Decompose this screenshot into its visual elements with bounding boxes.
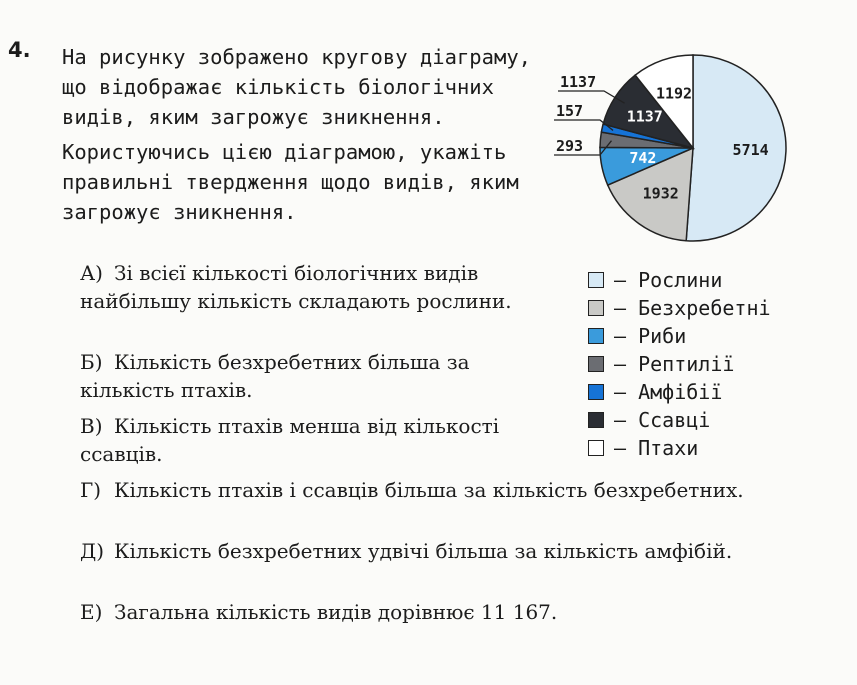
legend-swatch	[588, 272, 604, 288]
option-d-label: Д)	[80, 539, 105, 563]
intro-paragraph-1: На рисунку зображено кругову діаграму, що відображає кількість біологічних видів, яким загрожує зникнення.	[62, 45, 531, 129]
option-b[interactable]	[80, 348, 530, 404]
pie-chart	[540, 52, 810, 252]
legend-swatch	[588, 356, 604, 372]
option-v[interactable]	[80, 412, 530, 468]
legend-item	[588, 350, 771, 378]
legend-label: — Риби	[614, 324, 687, 348]
legend-item	[588, 294, 771, 322]
slice-label: 1137	[626, 107, 663, 126]
legend-label: — Рослини	[614, 268, 723, 292]
option-b-text: Кількість безхребетних більша за кількість птахів.	[80, 350, 470, 402]
legend-item	[588, 322, 771, 350]
legend-item	[588, 266, 771, 294]
legend-swatch	[588, 328, 604, 344]
legend-label: — Амфібії	[614, 380, 723, 404]
slice-label: 157	[556, 102, 584, 120]
option-a[interactable]	[80, 259, 530, 315]
option-e-label: Е)	[80, 600, 103, 624]
option-v-text: Кількість птахів менша від кількості ссавців.	[80, 414, 500, 466]
legend-label: — Ссавці	[614, 408, 711, 432]
option-e[interactable]	[80, 598, 810, 626]
slice-label: 742	[629, 149, 657, 168]
legend-item	[588, 434, 771, 462]
task-number: 4.	[8, 38, 31, 62]
legend-swatch	[588, 384, 604, 400]
legend-swatch	[588, 300, 604, 316]
option-a-text: Зі всієї кількості біологічних видів найбільшу кількість складають рослини.	[80, 261, 512, 313]
intro-paragraph-2: Користуючись цією діаграмою, укажіть правильні твердження щодо видів, яким загрожує зникнення.	[62, 140, 519, 224]
option-e-text: Загальна кількість видів дорівнює 11 167.	[114, 600, 558, 624]
option-v-label: В)	[80, 414, 103, 438]
option-g-label: Г)	[80, 478, 102, 502]
legend-label: — Птахи	[614, 436, 699, 460]
legend-item	[588, 378, 771, 406]
legend-item	[588, 406, 771, 434]
option-g-text: Кількість птахів і ссавців більша за кількість безхребетних.	[114, 478, 744, 502]
slice-label: 1932	[642, 184, 679, 203]
slice-label: 1192	[655, 84, 693, 103]
chart-legend	[588, 266, 771, 462]
slice-label: 293	[556, 137, 584, 155]
legend-label: — Безхребетні	[614, 296, 771, 320]
legend-label: — Рептилії	[614, 352, 735, 376]
task-intro	[62, 42, 532, 227]
option-a-label: А)	[80, 261, 103, 285]
option-b-label: Б)	[80, 350, 103, 374]
option-d-text: Кількість безхребетних удвічі більша за кількість амфібій.	[114, 539, 733, 563]
slice-label: 1137	[560, 73, 597, 91]
legend-swatch	[588, 440, 604, 456]
option-g[interactable]	[80, 476, 810, 504]
slice-label: 5714	[732, 141, 769, 160]
option-d[interactable]	[80, 537, 810, 565]
legend-swatch	[588, 412, 604, 428]
